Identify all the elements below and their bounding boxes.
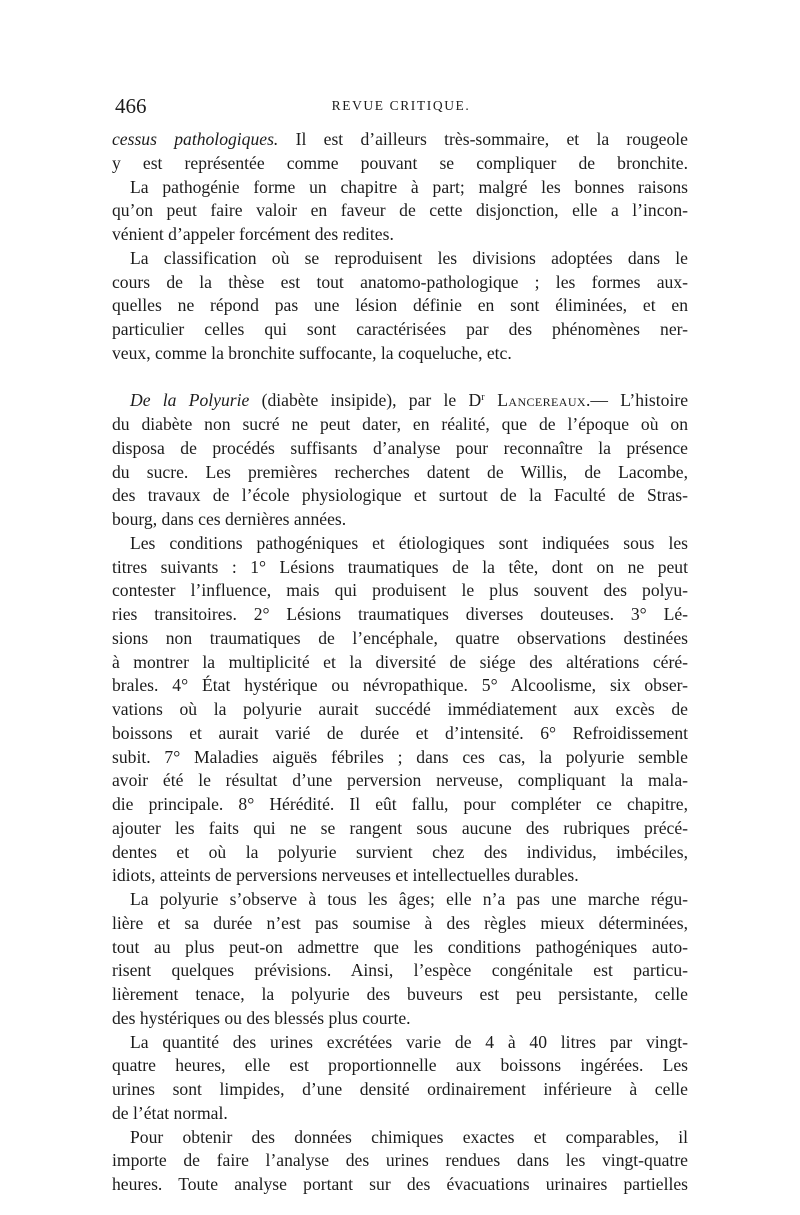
text-line: de l’état normal. bbox=[112, 1102, 228, 1123]
text-line: importe de faire l’analyse des urines rendues dans les vingt-quatre bbox=[112, 1150, 688, 1171]
text-line: bourg, dans ces dernières années. bbox=[112, 509, 347, 529]
text-line: du sucre. Les premières recherches datent de Willis, de Lacombe, bbox=[112, 461, 688, 482]
text-line: die principale. 8° Hérédité. Il eût fallu, pour compléter ce chapitre, bbox=[112, 794, 688, 814]
text-line: contester l’influence, mais qui produisent le plus souvent des polyu- bbox=[112, 580, 688, 601]
body-text bbox=[112, 128, 688, 1197]
text-line: subit. 7° Maladies aiguës fébriles ; dans ces cas, la polyurie semble bbox=[112, 746, 688, 767]
paragraph-start-line: La pathogénie forme un chapitre à part; malgré les bonnes raisons bbox=[130, 176, 688, 197]
text-line: avoir été le résultat d’une perversion nerveuse, compliquant la mala- bbox=[112, 770, 688, 791]
text-line: veux, comme la bronchite suffocante, la coqueluche, etc. bbox=[112, 342, 512, 363]
paragraph-start-line: Pour obtenir des données chimiques exactes et comparables, il bbox=[130, 1126, 688, 1147]
text-line: lière et sa durée n’est pas soumise à des règles mieux déterminées, bbox=[112, 912, 688, 933]
text-line: brales. 4° État hystérique ou névropathique. 5° Alcoolisme, six obser- bbox=[112, 675, 688, 696]
text-line: qu’on peut faire valoir en faveur de cette disjonction, elle a l’incon- bbox=[112, 200, 688, 221]
text-line: heures. Toute analyse portant sur des évacuations urinaires partielles bbox=[112, 1174, 688, 1194]
paragraph-start-line: La quantité des urines excrétées varie de 4 à 40 litres par vingt- bbox=[130, 1031, 688, 1052]
text-line: y est représentée comme pouvant se compliquer de bronchite. bbox=[112, 152, 688, 173]
text-line: à montrer la multiplicité et la diversité de siége des altérations céré- bbox=[112, 651, 688, 672]
section-gap bbox=[112, 366, 688, 390]
text-line: sions non traumatiques de l’encéphale, quatre observations destinées bbox=[112, 627, 688, 648]
text-line: idiots, atteints de perversions nerveuses et intellectuelles durables. bbox=[112, 865, 579, 886]
section-heading-line: De la Polyurie (diabète insipide), par le $D^r$ Lancereaux.— L’histoire bbox=[130, 390, 689, 411]
text-line: cessus pathologiques. Il est d’ailleurs très-sommaire, et la rougeole bbox=[112, 129, 688, 149]
text-line: du diabète non sucré ne peut dater, en réalité, que de l’époque où on bbox=[112, 414, 688, 434]
author-name: Lancereaux bbox=[484, 390, 586, 411]
text-line: des travaux de l’école physiologique et surtout de la Faculté de Stras- bbox=[112, 485, 688, 506]
section-title: De la Polyurie bbox=[130, 390, 250, 411]
paragraph-start-line: Les conditions pathogéniques et étiologiques sont indiquées sous les bbox=[130, 532, 688, 553]
paragraph-start-line: La polyurie s’observe à tous les âges; elle n’a pas une marche régu- bbox=[130, 889, 688, 909]
text-line: dentes et où la polyurie survient chez des individus, imbéciles, bbox=[112, 841, 688, 862]
text-line: disposa de procédés suffisants d’analyse pour reconnaître la présence bbox=[112, 437, 688, 458]
text-line: tout au plus peut-on admettre que les conditions pathogéniques auto- bbox=[112, 936, 688, 957]
running-title: REVUE CRITIQUE. bbox=[331, 98, 471, 113]
text-line: cours de la thèse est tout anatomo-pathologique ; les formes aux- bbox=[112, 271, 688, 292]
text-line: quatre heures, elle est proportionnelle aux boissons ingérées. Les bbox=[112, 1055, 688, 1076]
text-line: vations où la polyurie aurait succédé immédiatement aux excès de bbox=[112, 699, 688, 719]
text-line: vénient d’appeler forcément des redites. bbox=[112, 224, 394, 244]
text-line: ries transitoires. 2° Lésions traumatiques diverses douteuses. 3° Lé- bbox=[112, 604, 688, 624]
text-line: ajouter les faits qui ne se rangent sous aucune des rubriques précé- bbox=[112, 817, 688, 838]
text-line: urines sont limpides, d’une densité ordinairement inférieure à celle bbox=[112, 1079, 688, 1099]
text-line: particulier celles qui sont caractérisées par des phénomènes ner- bbox=[112, 319, 688, 339]
text-line: lièrement tenace, la polyurie des buveurs est peu persistante, celle bbox=[112, 984, 688, 1004]
text-line: quelles ne répond pas une lésion définie en sont éliminées, et en bbox=[112, 295, 688, 316]
text-line: risent quelques prévisions. Ainsi, l’espèce congénitale est particu- bbox=[112, 960, 688, 981]
page-number: 466 bbox=[115, 94, 147, 118]
italic-phrase: cessus pathologiques. bbox=[112, 129, 279, 149]
page-header bbox=[115, 94, 687, 122]
text-line: boissons et aurait varié de durée et d’intensité. 6° Refroidissement bbox=[112, 722, 688, 743]
text-line: des hystériques ou des blessés plus courte. bbox=[112, 1007, 411, 1028]
text-line: titres suivants : 1° Lésions traumatiques de la tête, dont on ne peut bbox=[112, 556, 688, 577]
paragraph-start-line: La classification où se reproduisent les divisions adoptées dans le bbox=[130, 247, 688, 268]
